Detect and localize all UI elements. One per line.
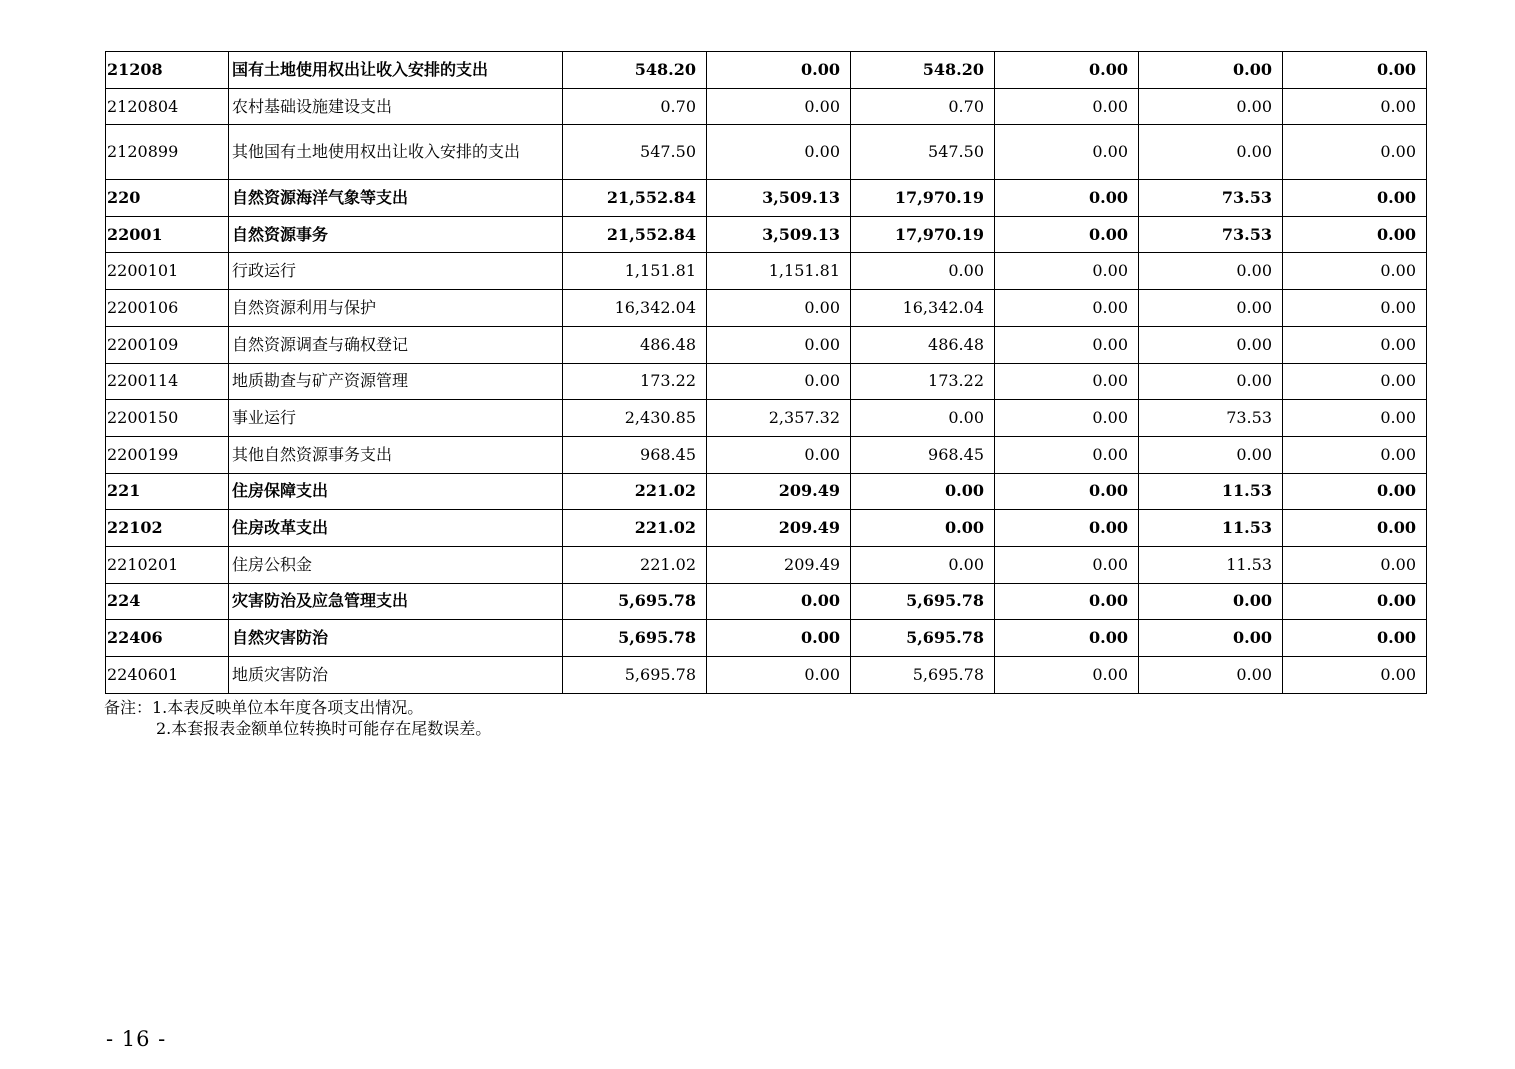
amount-cell: 0.00	[707, 125, 851, 180]
amount-cell: 0.00	[1139, 657, 1283, 694]
amount-cell: 16,342.04	[563, 290, 707, 327]
amount-cell: 0.00	[995, 180, 1139, 217]
amount-cell: 0.00	[1283, 125, 1427, 180]
note-line-2: 2.本套报表金额单位转换时可能存在尾数误差。	[156, 719, 492, 738]
amount-cell: 2,430.85	[563, 400, 707, 437]
amount-cell: 0.00	[707, 290, 851, 327]
amount-cell: 0.00	[851, 400, 995, 437]
amount-cell: 0.00	[1139, 125, 1283, 180]
amount-cell: 21,552.84	[563, 216, 707, 253]
amount-cell: 0.00	[1139, 363, 1283, 400]
amount-cell: 0.00	[1283, 180, 1427, 217]
amount-cell: 0.00	[1283, 290, 1427, 327]
amount-cell: 0.00	[707, 657, 851, 694]
amount-cell: 11.53	[1139, 546, 1283, 583]
amount-cell: 0.70	[851, 88, 995, 125]
table-row	[106, 52, 1427, 89]
amount-cell: 0.00	[995, 125, 1139, 180]
amount-cell: 73.53	[1139, 216, 1283, 253]
amount-cell: 0.00	[995, 657, 1139, 694]
amount-cell: 16,342.04	[851, 290, 995, 327]
table-row	[106, 620, 1427, 657]
amount-cell: 221.02	[563, 510, 707, 547]
subject-name-cell: 事业运行	[229, 400, 563, 437]
amount-cell: 5,695.78	[851, 583, 995, 620]
amount-cell: 173.22	[563, 363, 707, 400]
subject-code-cell: 2200199	[106, 436, 229, 473]
amount-cell: 0.00	[995, 583, 1139, 620]
table-row	[106, 583, 1427, 620]
amount-cell: 221.02	[563, 546, 707, 583]
amount-cell: 968.45	[851, 436, 995, 473]
amount-cell: 0.00	[851, 473, 995, 510]
amount-cell: 0.00	[1283, 436, 1427, 473]
amount-cell: 0.00	[995, 620, 1139, 657]
subject-name-cell: 住房保障支出	[229, 473, 563, 510]
amount-cell: 0.00	[995, 510, 1139, 547]
note-line-1: 备注：1.本表反映单位本年度各项支出情况。	[104, 698, 424, 717]
subject-name-cell: 地质灾害防治	[229, 657, 563, 694]
subject-name-cell: 地质勘查与矿产资源管理	[229, 363, 563, 400]
amount-cell: 0.00	[995, 326, 1139, 363]
amount-cell: 1,151.81	[563, 253, 707, 290]
subject-name-cell: 住房改革支出	[229, 510, 563, 547]
subject-name-cell: 行政运行	[229, 253, 563, 290]
table-row	[106, 216, 1427, 253]
subject-code-cell: 21208	[106, 52, 229, 89]
amount-cell: 0.00	[1139, 253, 1283, 290]
amount-cell: 0.00	[995, 52, 1139, 89]
subject-name-cell: 其他国有土地使用权出让收入安排的支出	[229, 125, 563, 180]
amount-cell: 5,695.78	[563, 620, 707, 657]
amount-cell: 548.20	[851, 52, 995, 89]
amount-cell: 0.00	[1283, 253, 1427, 290]
amount-cell: 0.00	[707, 326, 851, 363]
amount-cell: 0.00	[1283, 216, 1427, 253]
amount-cell: 17,970.19	[851, 216, 995, 253]
table-row	[106, 436, 1427, 473]
amount-cell: 2,357.32	[707, 400, 851, 437]
amount-cell: 5,695.78	[851, 620, 995, 657]
subject-name-cell: 自然资源海洋气象等支出	[229, 180, 563, 217]
amount-cell: 0.00	[1139, 620, 1283, 657]
amount-cell: 21,552.84	[563, 180, 707, 217]
subject-name-cell: 国有土地使用权出让收入安排的支出	[229, 52, 563, 89]
amount-cell: 0.00	[1283, 326, 1427, 363]
subject-code-cell: 2120804	[106, 88, 229, 125]
table-row	[106, 400, 1427, 437]
amount-cell: 0.00	[995, 363, 1139, 400]
amount-cell: 548.20	[563, 52, 707, 89]
amount-cell: 221.02	[563, 473, 707, 510]
budget-table-container	[105, 51, 1425, 694]
amount-cell: 0.00	[1283, 473, 1427, 510]
amount-cell: 547.50	[851, 125, 995, 180]
subject-code-cell: 220	[106, 180, 229, 217]
amount-cell: 3,509.13	[707, 180, 851, 217]
table-row	[106, 473, 1427, 510]
subject-name-cell: 自然灾害防治	[229, 620, 563, 657]
amount-cell: 0.00	[995, 88, 1139, 125]
table-row	[106, 125, 1427, 180]
amount-cell: 0.00	[995, 400, 1139, 437]
amount-cell: 0.00	[851, 546, 995, 583]
amount-cell: 11.53	[1139, 473, 1283, 510]
amount-cell: 486.48	[851, 326, 995, 363]
table-notes	[104, 697, 491, 739]
amount-cell: 0.70	[563, 88, 707, 125]
amount-cell: 3,509.13	[707, 216, 851, 253]
subject-code-cell: 22001	[106, 216, 229, 253]
amount-cell: 73.53	[1139, 180, 1283, 217]
amount-cell: 173.22	[851, 363, 995, 400]
amount-cell: 0.00	[851, 253, 995, 290]
subject-name-cell: 住房公积金	[229, 546, 563, 583]
subject-code-cell: 2240601	[106, 657, 229, 694]
amount-cell: 0.00	[707, 363, 851, 400]
amount-cell: 0.00	[995, 546, 1139, 583]
subject-code-cell: 22406	[106, 620, 229, 657]
subject-name-cell: 自然资源事务	[229, 216, 563, 253]
amount-cell: 0.00	[1283, 88, 1427, 125]
amount-cell: 486.48	[563, 326, 707, 363]
amount-cell: 209.49	[707, 546, 851, 583]
amount-cell: 11.53	[1139, 510, 1283, 547]
amount-cell: 0.00	[995, 473, 1139, 510]
amount-cell: 0.00	[707, 583, 851, 620]
amount-cell: 547.50	[563, 125, 707, 180]
amount-cell: 0.00	[995, 253, 1139, 290]
table-row	[106, 546, 1427, 583]
amount-cell: 5,695.78	[563, 583, 707, 620]
subject-code-cell: 2200101	[106, 253, 229, 290]
page-number: - 16 -	[106, 1027, 167, 1051]
amount-cell: 0.00	[1283, 583, 1427, 620]
subject-code-cell: 2200114	[106, 363, 229, 400]
amount-cell: 968.45	[563, 436, 707, 473]
amount-cell: 0.00	[995, 436, 1139, 473]
subject-code-cell: 2200150	[106, 400, 229, 437]
amount-cell: 0.00	[1283, 363, 1427, 400]
amount-cell: 0.00	[1139, 326, 1283, 363]
table-row	[106, 88, 1427, 125]
amount-cell: 0.00	[995, 290, 1139, 327]
amount-cell: 5,695.78	[851, 657, 995, 694]
amount-cell: 0.00	[1283, 510, 1427, 547]
table-row	[106, 326, 1427, 363]
table-row	[106, 510, 1427, 547]
amount-cell: 209.49	[707, 510, 851, 547]
amount-cell: 0.00	[1139, 52, 1283, 89]
amount-cell: 0.00	[1283, 657, 1427, 694]
amount-cell: 0.00	[851, 510, 995, 547]
amount-cell: 0.00	[1283, 400, 1427, 437]
amount-cell: 0.00	[995, 216, 1139, 253]
subject-code-cell: 224	[106, 583, 229, 620]
table-body	[106, 52, 1427, 694]
table-row	[106, 253, 1427, 290]
amount-cell: 0.00	[707, 52, 851, 89]
amount-cell: 0.00	[1283, 52, 1427, 89]
subject-code-cell: 2200106	[106, 290, 229, 327]
table-row	[106, 180, 1427, 217]
table-row	[106, 363, 1427, 400]
amount-cell: 5,695.78	[563, 657, 707, 694]
subject-name-cell: 灾害防治及应急管理支出	[229, 583, 563, 620]
expenditure-table	[105, 51, 1427, 694]
amount-cell: 0.00	[1139, 88, 1283, 125]
subject-code-cell: 22102	[106, 510, 229, 547]
subject-name-cell: 自然资源调查与确权登记	[229, 326, 563, 363]
subject-code-cell: 221	[106, 473, 229, 510]
subject-code-cell: 2120899	[106, 125, 229, 180]
amount-cell: 1,151.81	[707, 253, 851, 290]
subject-code-cell: 2210201	[106, 546, 229, 583]
table-row	[106, 290, 1427, 327]
subject-name-cell: 自然资源利用与保护	[229, 290, 563, 327]
amount-cell: 0.00	[1139, 290, 1283, 327]
subject-name-cell: 农村基础设施建设支出	[229, 88, 563, 125]
subject-name-cell: 其他自然资源事务支出	[229, 436, 563, 473]
amount-cell: 17,970.19	[851, 180, 995, 217]
table-row	[106, 657, 1427, 694]
amount-cell: 0.00	[707, 88, 851, 125]
subject-code-cell: 2200109	[106, 326, 229, 363]
amount-cell: 0.00	[1139, 583, 1283, 620]
amount-cell: 0.00	[707, 620, 851, 657]
amount-cell: 0.00	[1283, 546, 1427, 583]
amount-cell: 0.00	[1139, 436, 1283, 473]
amount-cell: 209.49	[707, 473, 851, 510]
amount-cell: 73.53	[1139, 400, 1283, 437]
amount-cell: 0.00	[707, 436, 851, 473]
amount-cell: 0.00	[1283, 620, 1427, 657]
